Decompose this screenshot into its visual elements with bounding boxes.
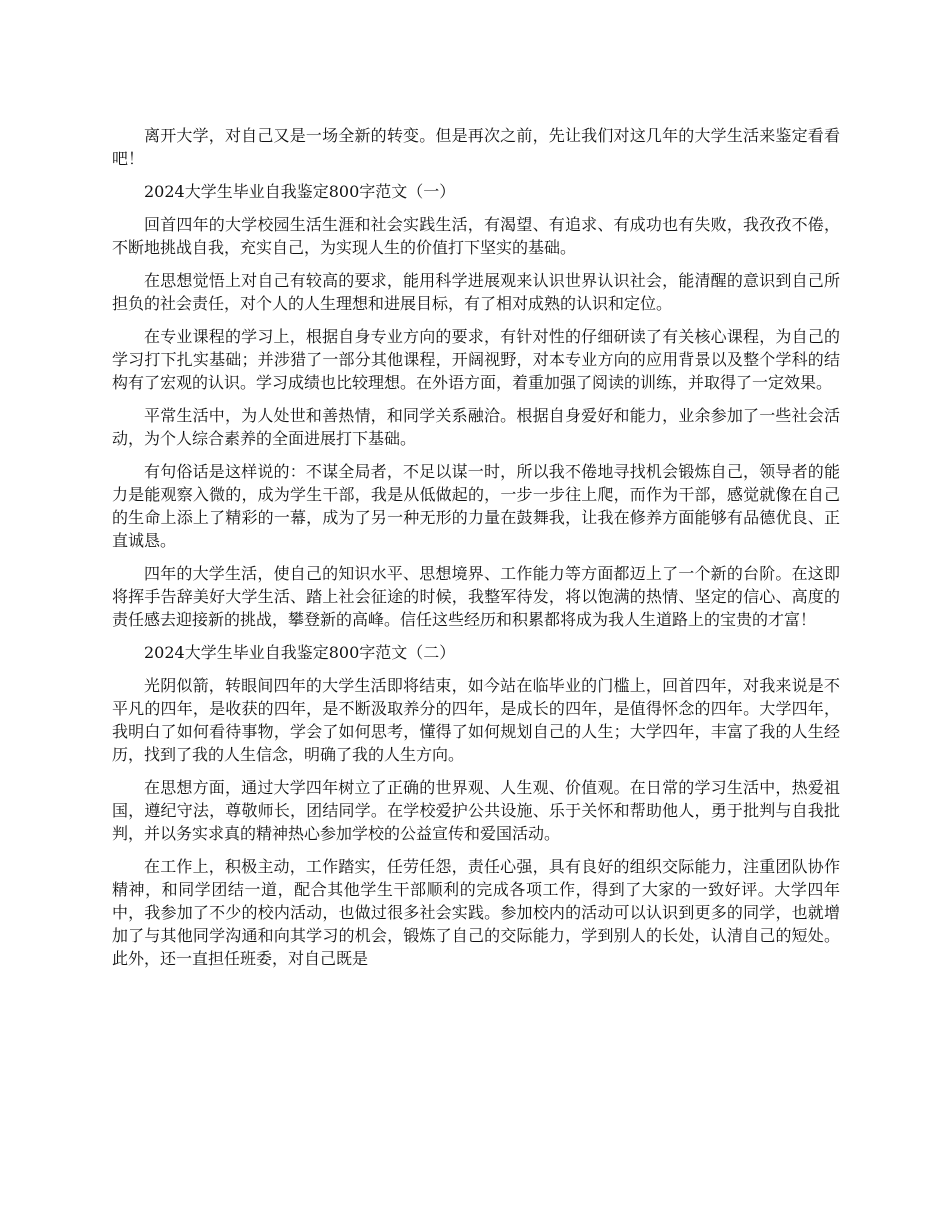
intro-paragraph: 离开大学，对自己又是一场全新的转变。但是再次之前，先让我们对这几年的大学生活来鉴定看看吧！ [112,126,840,168]
paragraph: 在专业课程的学习上，根据自身专业方向的要求，有针对性的仔细研读了有关核心课程，为自己的学习打下扎实基础；并涉猎了一部分其他课程，开阔视野，对本专业方向的应用背景以及整个学科的结构有了宏观的认识。学习成绩也比较理想。在外语方面，着重加强了阅读的训练，并取得了一定效果。 [112,327,840,392]
paragraph: 在思想方面，通过大学四年树立了正确的世界观、人生观、价值观。在日常的学习生活中，热爱祖国，遵纪守法，尊敬师长，团结同学。在学校爱护公共设施、乐于关怀和帮助他人，勇于批判与自我批判，并以务实求真的精神热心参加学校的公益宣传和爱国活动。 [112,778,840,843]
paragraph: 有句俗话是这样说的：不谋全局者，不足以谋一时，所以我不倦地寻找机会锻炼自己，领导者的能力是能观察入微的，成为学生干部，我是从低做起的，一步一步往上爬，而作为干部，感觉就像在自己的生命上添上了精彩的一幕，成为了另一种无形的力量在鼓舞我，让我在修养方面能够有品德优良、正直诚恳。 [112,462,840,550]
section-heading-one: 2024大学生毕业自我鉴定800字范文（一） [144,182,456,201]
paragraph: 平常生活中，为人处世和善热情，和同学关系融洽。根据自身爱好和能力，业余参加了一些社会活动，为个人综合素养的全面进展打下基础。 [112,406,840,448]
paragraph: 四年的大学生活，使自己的知识水平、思想境界、工作能力等方面都迈上了一个新的台阶。在这即将挥手告辞美好大学生活、踏上社会征途的时候，我整军待发，将以饱满的热情、坚定的信心、高度的责任感去迎接新的挑战，攀登新的高峰。信任这些经历和积累都将成为我人生道路上的宝贵的才富！ [112,564,840,629]
document-page [112,124,840,980]
paragraph: 在工作上，积极主动，工作踏实，任劳任怨，责任心强，具有良好的组织交际能力，注重团队协作精神，和同学团结一道，配合其他学生干部顺利的完成各项工作，得到了大家的一致好评。大学四年中，我参加了不少的校内活动，也做过很多社会实践。参加校内的活动可以认识到更多的同学，也就增加了与其他同学沟通和向其学习的机会，锻炼了自己的交际能力，学到别人的长处，认清自己的短处。此外，还一直担任班委，对自己既是 [112,857,840,968]
section-heading-two: 2024大学生毕业自我鉴定800字范文（二） [144,643,456,662]
paragraph: 光阴似箭，转眼间四年的大学生活即将结束，如今站在临毕业的门槛上，回首四年，对我来说是不平凡的四年，是收获的四年，是不断汲取养分的四年，是成长的四年，是值得怀念的四年。大学四年，我明白了如何看待事物，学会了如何思考，懂得了如何规划自己的人生；大学四年，丰富了我的人生经历，找到了我的人生信念，明确了我的人生方向。 [112,676,840,764]
paragraph: 在思想觉悟上对自己有较高的要求，能用科学进展观来认识世界认识社会，能清醒的意识到自己所担负的社会责任，对个人的人生理想和进展目标，有了相对成熟的认识和定位。 [112,271,840,313]
paragraph: 回首四年的大学校园生活生涯和社会实践生活，有渴望、有追求、有成功也有失败，我孜孜不倦，不断地挑战自我，充实自己，为实现人生的价值打下坚实的基础。 [112,215,840,257]
